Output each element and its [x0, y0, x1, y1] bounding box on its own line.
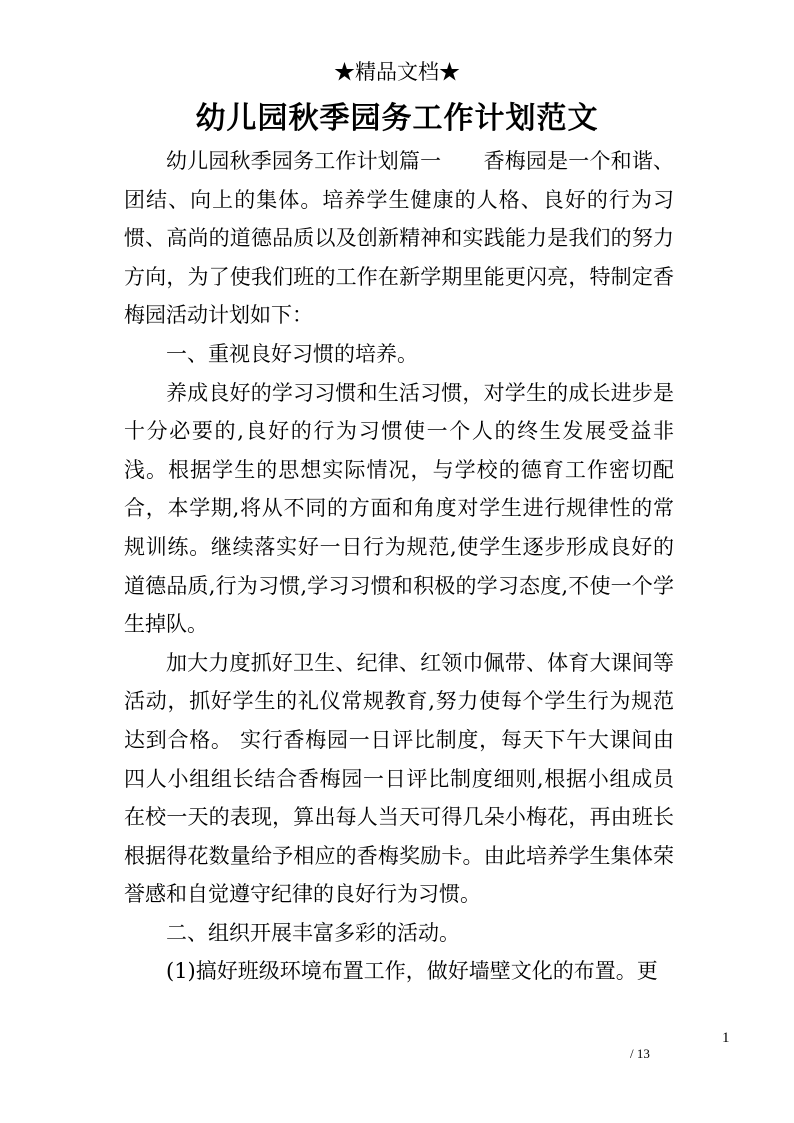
- paragraph-environment: (1)搞好班级环境布置工作，做好墙壁文化的布置。更: [166, 959, 658, 984]
- paragraph-activities: 加大力度抓好卫生、纪律、红领巾佩带、体育大课间等活动，抓好学生的礼仪常规教育,努力使每个学生行为规范达到合格。 实行香梅园一日评比制度，每天下午大课间由四人小组组长结合香梅园一日评比制度细则,根据小组成员在校一天的表现，算出每人当天可得几朵小梅花，再由班长根据得花数量给予相应的香梅奖励卡。由此培养学生集体荣誉感和自觉遵守纪律的良好行为习惯。: [124, 650, 674, 907]
- document-title: 幼儿园秋季园务工作计划范文: [195, 101, 599, 136]
- header-mark: ★精品文档★: [334, 60, 460, 84]
- paragraph-habits: 养成良好的学习习惯和生活习惯，对学生的成长进步是十分必要的,良好的行为习惯使一个人的终生发展受益非浅。根据学生的思想实际情况，与学校的德育工作密切配合，本学期,将从不同的方面和角度对学生进行规律性的常规训练。继续落实好一日行为规范,使学生逐步形成良好的道德品质,行为习惯,学习习惯和积极的学习态度,不使一个学生掉队。: [124, 380, 674, 637]
- document-body: [124, 142, 674, 991]
- page-number: 1: [722, 1030, 730, 1046]
- section-heading-1: 一、重视良好习惯的培养。: [166, 341, 418, 366]
- section-heading-2: 二、组织开展丰富多彩的活动。: [166, 920, 460, 945]
- page-total: / 13: [630, 1046, 650, 1061]
- paragraph-intro: 幼儿园秋季园务工作计划篇一 香梅园是一个和谐、团结、向上的集体。培养学生健康的人格、良好的行为习惯、高尚的道德品质以及创新精神和实践能力是我们的努力方向，为了使我们班的工作在新学期里能更闪亮，特制定香梅园活动计划如下：: [124, 149, 674, 328]
